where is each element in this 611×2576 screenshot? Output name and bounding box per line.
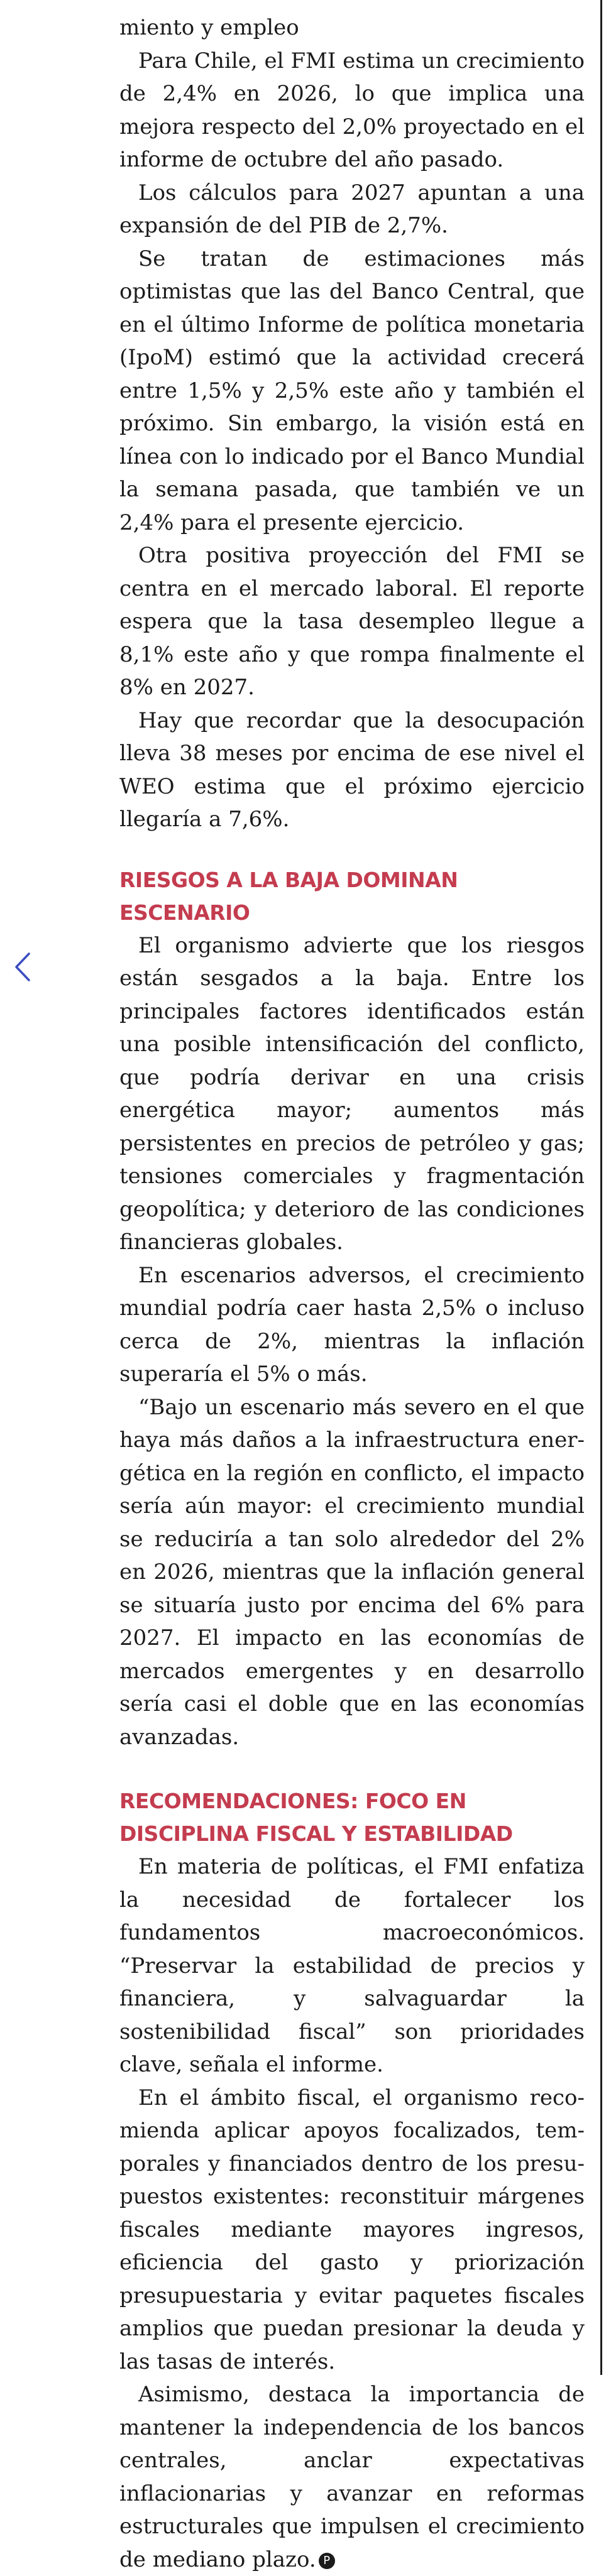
paragraph-labor-market: Otra positiva proyección del FMI se centra en el mercado laboral. El reporte espera que la tasa desempleo llegue a 8,1% este año y que rompa finalmente el 8% en 2027. [119, 543, 585, 700]
paragraph-closing [119, 2378, 585, 2576]
closing-text: Asimismo, destaca la importancia de mantener la independencia de los bancos centrales, anclar expectativas inflacionarias y avanzar en reformas estructurales que impulsen el crecimiento de mediano plazo. [119, 2382, 585, 2572]
paragraph-adverse-scenarios: En escenarios adversos, el crecimiento mundial podría caer hasta 2,5% o incluso cerca de 2%, mientras la inflación superaría el 5% o más. [119, 1262, 585, 1387]
end-of-article-icon: P [319, 2553, 335, 2569]
section-heading-recommendations [119, 1785, 585, 1850]
paragraph-risks: El organismo advierte que los riesgos están sesgados a la baja. Entre los principales factores identificados están una posible intensificación del conflicto, que podría derivar en una crisis energética mayor; aumentos más persistentes en precios de petróleo y gas; tensiones comerciales y fragmentación geopolítica; y deterioro de las condiciones financieras globales. [119, 932, 585, 1255]
article-column [119, 11, 585, 2576]
section-heading-risks: RIESGOS A LA BAJA DOMINAN ESCENARIO [119, 867, 458, 925]
column-rule [600, 0, 602, 2375]
chevron-left-icon[interactable] [11, 950, 34, 984]
paragraph-unemployment: Hay que recordar que la desocupación lleva 38 meses por encima de ese nivel el WEO estima que el próximo ejercicio llegaría a 7,6%. [119, 707, 585, 832]
paragraph-continuation: miento y empleo [119, 15, 299, 40]
paragraph-central-bank: Se tratan de estimaciones más optimistas que las del Banco Central, que en el último Informe de política monetaria (IpoM) estimó que la actividad crecerá entre 1,5% y 2,5% este año y también el próximo. Sin embargo, la visión está en línea con lo indicado por el Banco Mundial la semana pasada, que también ve un 2,4% para el presente ejercicio. [119, 246, 585, 535]
paragraph-2027: Los cálculos para 2027 apuntan a una expansión de del PIB de 2,7%. [119, 180, 585, 238]
paragraph-policies: En materia de políticas, el FMI enfatiza la necesidad de fortalecer los fundamentos macroeconómicos. “Preservar la estabilidad de precios y financiera, y salvaguardar la sostenibilidad fiscal” son prioridades clave, señala el informe. [119, 1854, 585, 2077]
section-heading-line: DISCIPLINA FISCAL Y ESTABILIDAD [119, 1821, 513, 1846]
paragraph-chile-growth: Para Chile, el FMI estima un crecimiento de 2,4% en 2026, lo que implica una mejora respecto del 2,0% proyectado en el informe de octubre del año pasado. [119, 48, 585, 172]
paragraph-fiscal: En el ámbito fiscal, el organismo recomienda aplicar apoyos focalizados, temporales y financiados dentro de los presupuestos existentes: reconstituir márgenes fiscales mediante mayores ingresos, eficiencia del gasto y priorización presupuestaria y evitar paquetes fiscales amplios que puedan presionar la deuda y las tasas de interés. [119, 2085, 585, 2374]
section-heading-line: RECOMENDACIONES: FOCO EN [119, 1789, 466, 1813]
paragraph-quote-severe: “Bajo un escenario más severo en el que haya más daños a la infraestructura energética en la región en conflicto, el impacto sería aún mayor: el crecimiento mundial se reduciría a tan solo alrededor del 2% en 2026, mientras que la inflación general se situaría justo por encima del 6% para 2027. El impacto en las economías de mercados emergentes y en desarrollo sería casi el doble que en las economías avanzadas. [119, 1394, 585, 1750]
